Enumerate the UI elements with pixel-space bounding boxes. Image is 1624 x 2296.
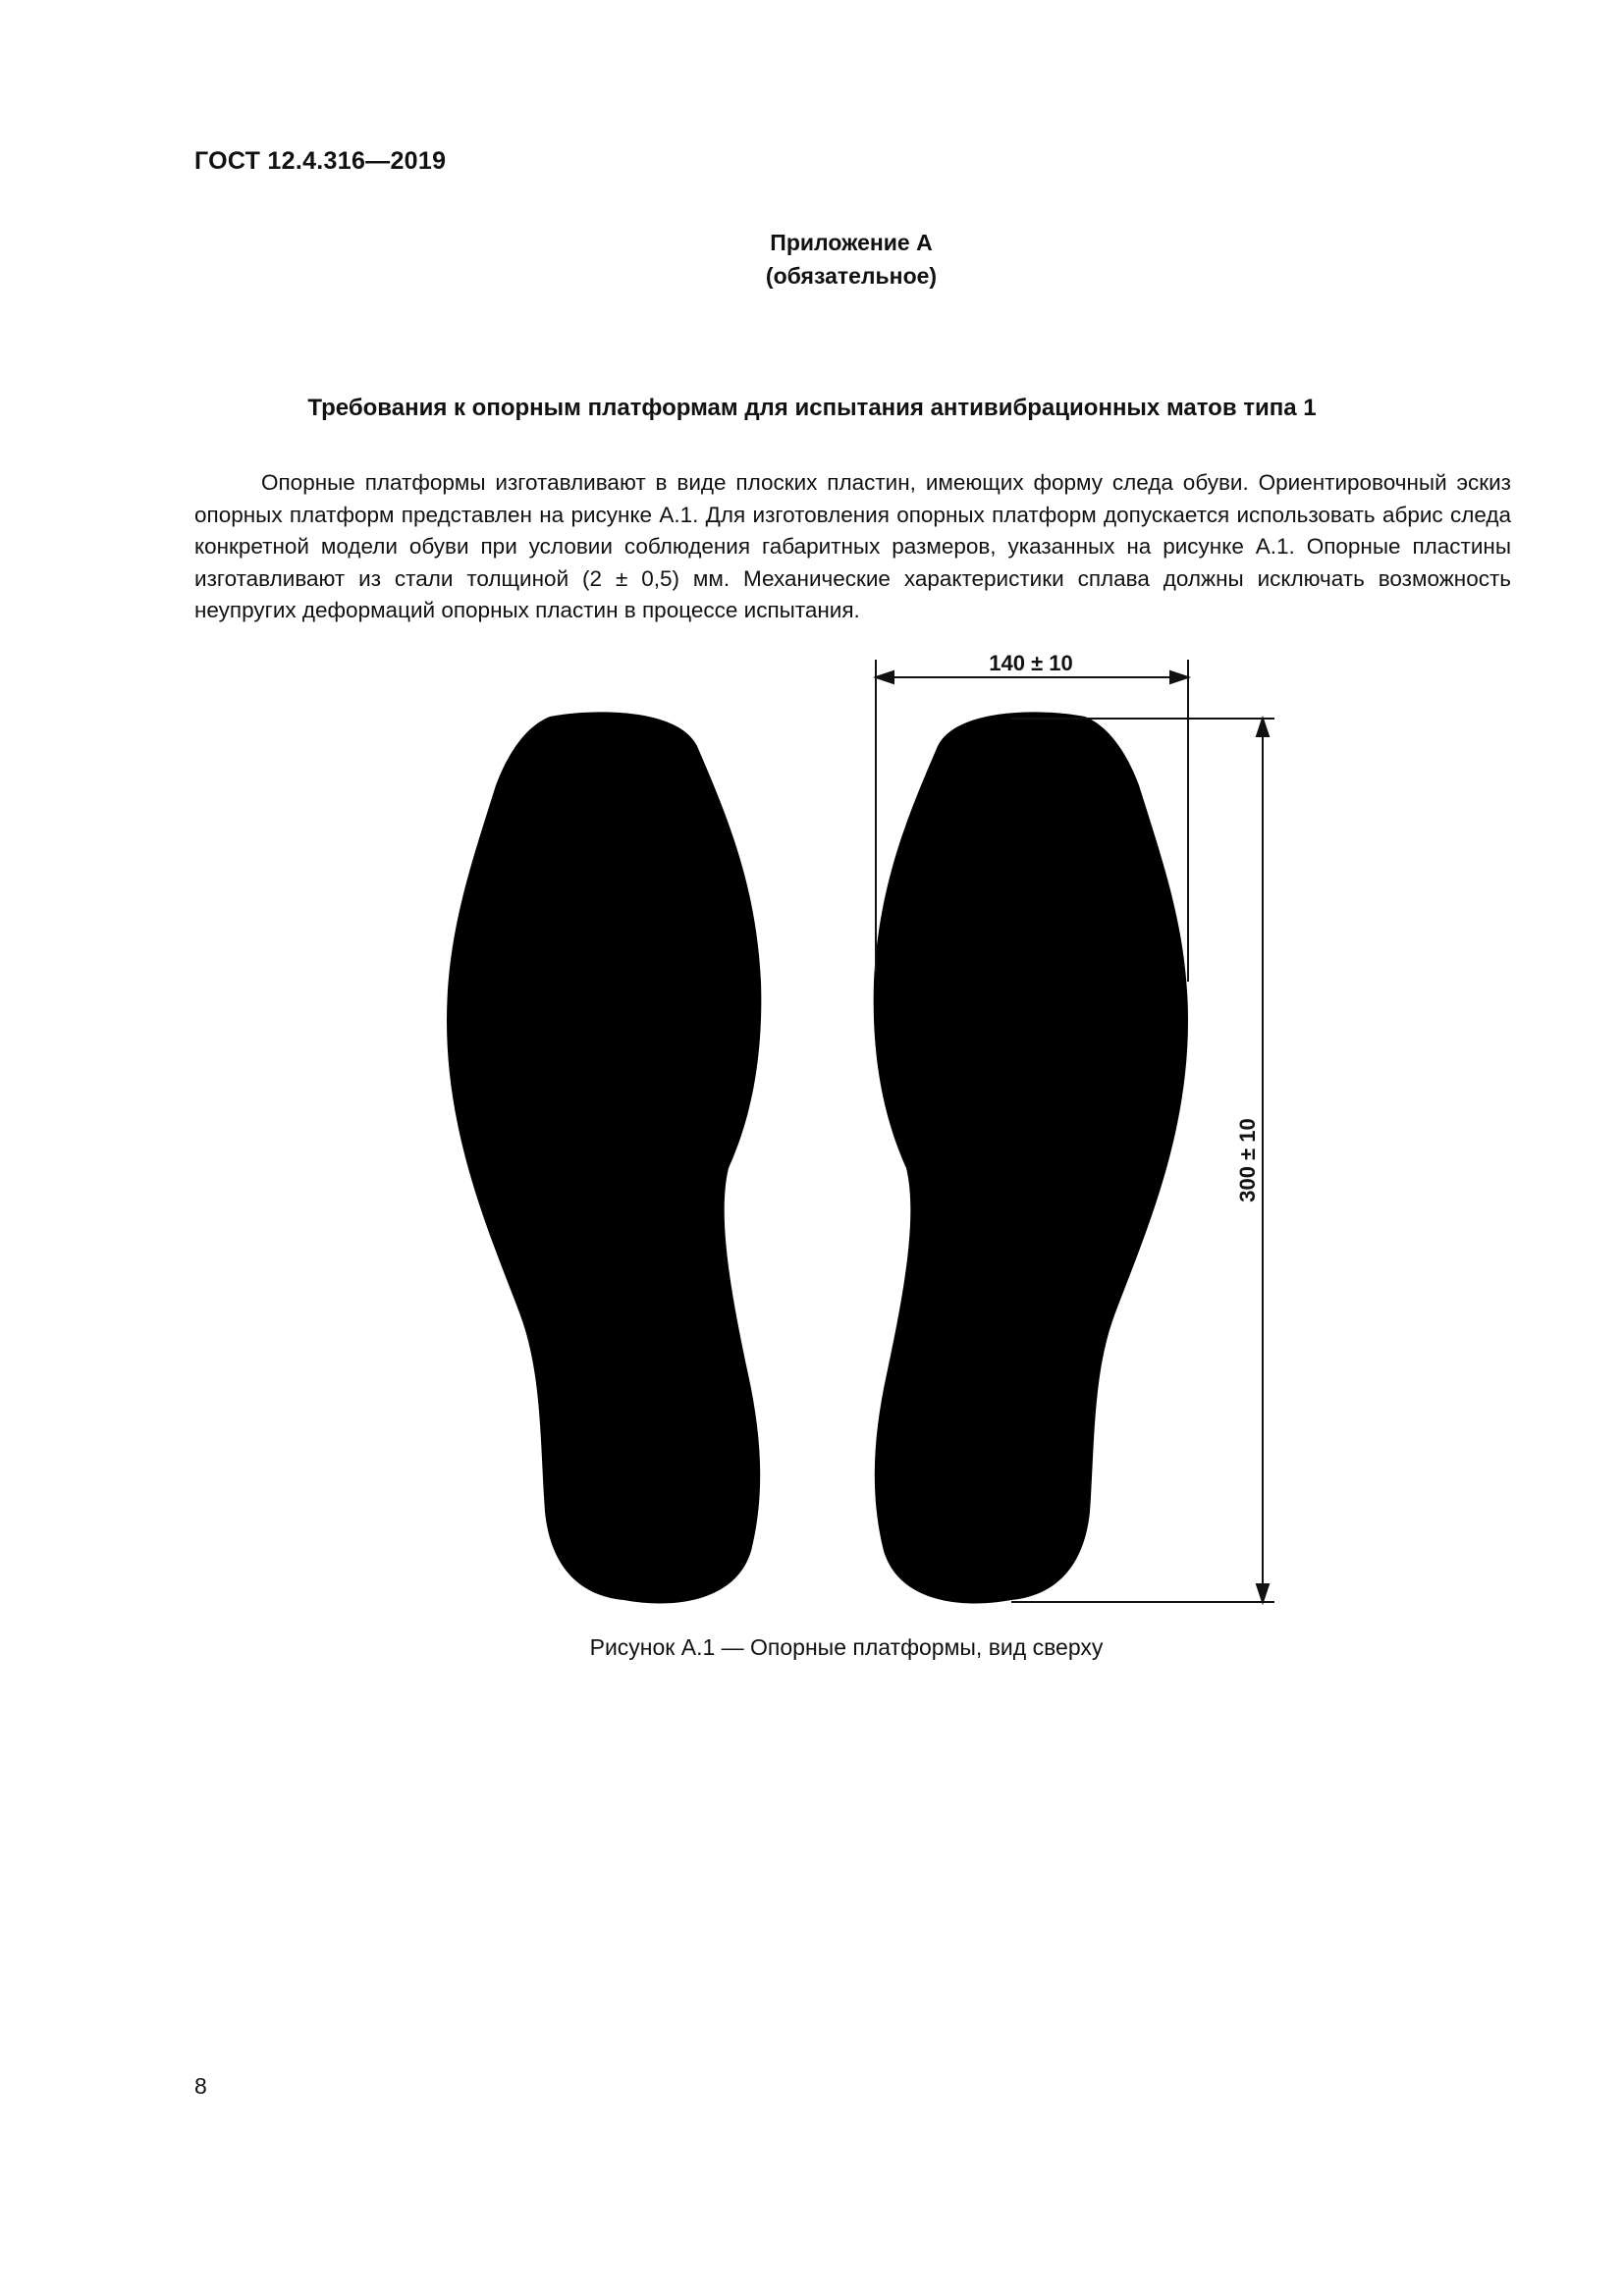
figure-caption: Рисунок А.1 — Опорные платформы, вид сверху	[589, 1634, 1104, 1660]
height-dimension-label: 300 ± 10	[1235, 1118, 1260, 1202]
appendix-title: Приложение А	[770, 230, 933, 255]
section-title: Требования к опорным платформам для испытания антивибрационных матов типа 1	[307, 395, 1317, 421]
appendix-heading	[0, 226, 1624, 293]
right-sole-shape	[874, 712, 1188, 1603]
width-dimension	[876, 660, 1188, 982]
width-dimension-label: 140 ± 10	[989, 651, 1073, 675]
left-sole-shape	[447, 712, 761, 1603]
document-header: ГОСТ 12.4.316—2019	[194, 147, 447, 175]
page-number: 8	[194, 2073, 207, 2099]
height-dimension	[1011, 719, 1274, 1602]
appendix-subtitle: (обязательное)	[765, 263, 938, 289]
body-paragraph: Опорные платформы изготавливают в виде плоских пластин, имеющих форму следа обуви. Ориентировочный эскиз опорных платформ представлен на рисунке А.1. Для изготовления опорных платформ допускается использовать абрис следа конкретной модели обуви при условии соблюдения габаритных размеров, указанных на рисунке А.1. Опорные пластины изготавливают из стали толщиной (2 ± 0,5) мм. Механические характеристики сплава должны исключать возможность неупругих деформаций опорных пластин в процессе испытания.	[194, 470, 1511, 622]
